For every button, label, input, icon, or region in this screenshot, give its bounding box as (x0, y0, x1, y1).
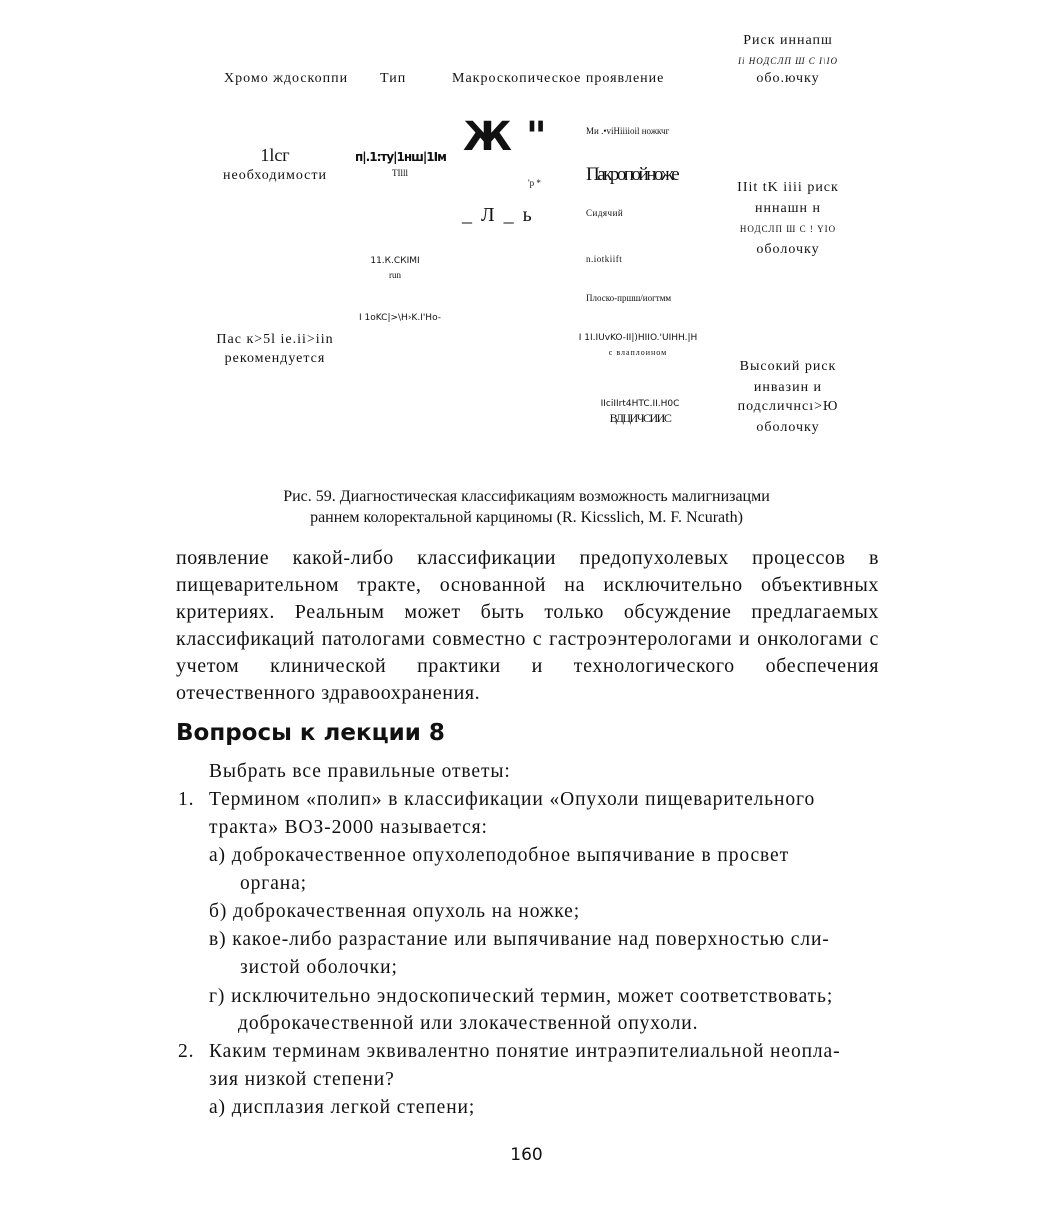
question-1-line1: Термином «полип» в классификации «Опухоли пищеварительного (209, 789, 816, 810)
question-1-option-c-cont: зистой оболочки; (240, 957, 398, 978)
header-type: Тип (380, 71, 407, 86)
type-2-sub: run (389, 270, 401, 280)
body-paragraph: появление какой-либо классификации предопухолевых процессов в пищеварительном тракте, основанной на исключительно объективных критериях. Реальным может быть только обсуждение предлагаемых классификаций патологами совместно с гастроэнтерологами и онкологами с учетом клинической практики и технологического обеспечения отечественного здравоохранения. (176, 547, 879, 704)
drawing-glyph-lines: _ Л _ ь (462, 204, 534, 226)
type-1: п|.1:ту|1нш|1Iм (355, 150, 446, 164)
risk-high-line1: Высокий риск (739, 359, 837, 374)
risk-low-line3: НОДСЛП Ш С ! YIO (739, 224, 837, 234)
question-1-option-a: а) доброкачественное опухолеподобное выпячивание в просвет (209, 845, 790, 866)
risk-high-line2: инвазин и (753, 380, 823, 395)
type-2: 11.К.СКIMI (370, 256, 420, 266)
macro-1: Ми .•viHiiiioil ножкчг (586, 126, 670, 136)
risk-high-line4: оболочку (756, 420, 820, 435)
macro-4: n.iotkiift (586, 254, 623, 264)
macro-6-sub: с влаплоином (608, 348, 668, 357)
figure-caption-line1: Рис. 59. Диагностическая классификациям возможность малигнизацми (283, 488, 770, 505)
header-risk-line3: обо.ючку (756, 71, 820, 86)
drawing-glyph-small: 'р * (528, 178, 541, 188)
left-row2-line2: рекомендуется (224, 351, 326, 366)
question-2-line2: зия низкой степени? (209, 1069, 395, 1090)
section-heading: Вопросы к лекции 8 (176, 720, 445, 746)
macro-7: IIciIIrt4HTC.II.H0C (600, 399, 680, 409)
page-number: 160 (510, 1145, 543, 1165)
question-1-option-d: г) исключительно эндоскопический термин, может соответствовать; (209, 986, 834, 1007)
risk-low-line4: оболочку (756, 242, 820, 257)
macro-7-sub: ВДЦИЧСИИС (609, 411, 671, 425)
risk-low-line2: нннашн н (755, 201, 821, 216)
header-risk-line2: Ii НОДСЛП Ш С I\IO (737, 56, 839, 66)
header-macro: Макроскопическое проявление (452, 71, 665, 86)
drawing-glyph-large: Ж " (463, 114, 547, 160)
type-1-sub: TIlll (392, 168, 408, 178)
question-2-number: 2. (178, 1041, 195, 1062)
question-1-option-c: в) какое-либо разрастание или выпячивание над поверхностью сли- (209, 929, 830, 950)
questions-intro: Выбрать все правильные ответы: (209, 761, 511, 782)
question-2-line1: Каким терминам эквивалентно понятие интраэпителиальной неопла- (209, 1041, 841, 1062)
question-1-number: 1. (178, 789, 195, 810)
left-row1-line1: 1lсг (260, 145, 290, 165)
left-row1-line2: необходимости (222, 168, 327, 183)
figure-caption-line2: раннем колоректальной карциномы (R. Kicsslich, M. F. Ncurath) (310, 509, 743, 526)
left-row2-line1: Пас к>5l ie.ii>iin (216, 332, 334, 347)
risk-low-line1: IIit tK iiii риск (737, 180, 839, 195)
header-chromo: Хромо ждоскоппи (224, 71, 349, 86)
header-risk-line1: Риск иннапш (743, 33, 833, 48)
question-1-option-a-cont: органа; (240, 873, 307, 894)
macro-2: Пaкрoпoйнoже (586, 164, 678, 185)
type-3: I 1oKC|>\H›K.I'Ho- (359, 313, 441, 323)
macro-6: I 1I.IUvKO-II|)HIIO.'UIHH.|H (578, 333, 698, 343)
risk-high-line3: подсличнсı>Ю (737, 399, 839, 414)
question-2-option-a: а) дисплазия легкой степени; (209, 1097, 476, 1118)
question-1-option-b: б) доброкачественная опухоль на ножке; (209, 901, 581, 922)
macro-3: Сидячий (586, 208, 624, 218)
macro-5: Плоско-пршш/иогтмм (586, 293, 672, 303)
question-1-option-d-cont: доброкачественной или злокачественной опухоли. (238, 1013, 699, 1034)
question-1-line2: тракта» ВОЗ-2000 называется: (209, 817, 488, 838)
